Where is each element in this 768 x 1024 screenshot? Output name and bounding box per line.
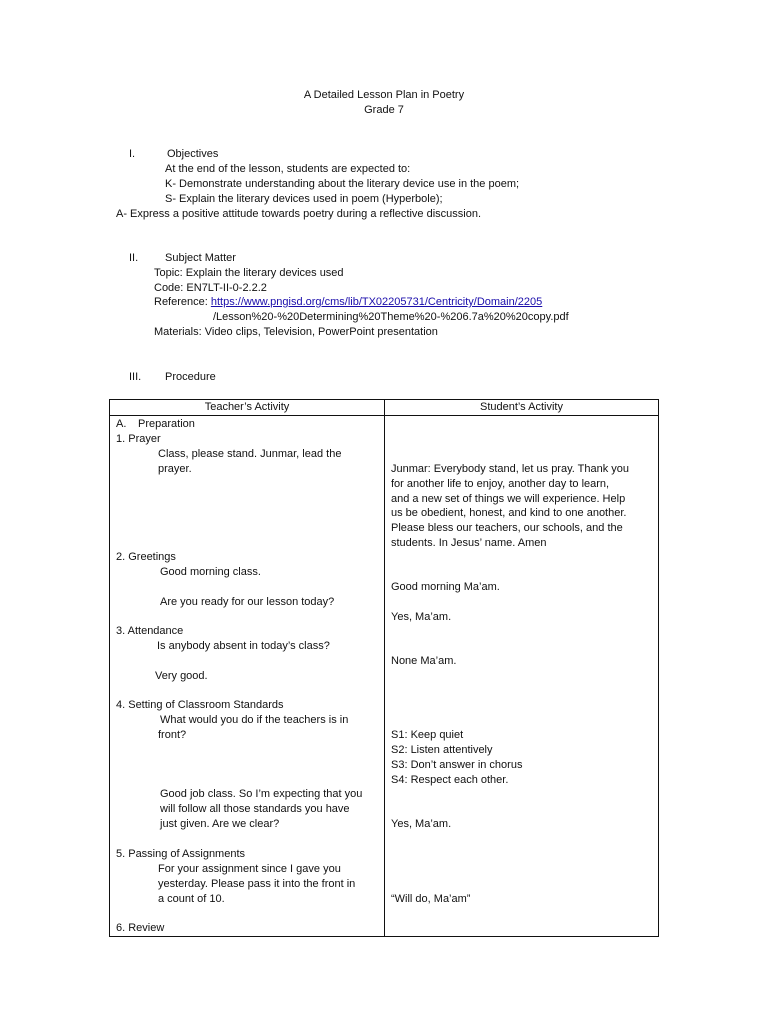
student-prayer-line: students. In Jesus’ name. Amen: [391, 537, 547, 549]
objectives-numeral: I.: [129, 148, 136, 160]
prayer-instruction-line: prayer.: [158, 463, 192, 475]
review-heading: 6. Review: [116, 922, 165, 934]
procedure-numeral: III.: [129, 371, 142, 383]
reference-link-continued: /Lesson%20-%20Determining%20Theme%20-%206.7a%20%20copy.pdf: [213, 311, 569, 323]
greetings-question: Are you ready for our lesson today?: [160, 596, 335, 608]
document-title: A Detailed Lesson Plan in Poetry: [303, 89, 465, 101]
topic-line: Topic: Explain the literary devices used: [154, 267, 344, 279]
student-prayer-line: Please bless our teachers, our schools, and the: [391, 522, 623, 534]
good-job-line: Good job class. So I’m expecting that you: [160, 788, 363, 800]
reference-line: [154, 295, 542, 310]
student-assignment-response: “Will do, Ma’am”: [391, 893, 471, 905]
preparation-heading: Preparation: [138, 418, 195, 430]
student-activity-cell: [385, 416, 659, 937]
student-prayer-line: and a new set of things we will experience. Help: [391, 493, 626, 505]
student-activity-header: Student’s Activity: [385, 400, 659, 416]
teacher-activity-cell: [110, 416, 385, 937]
prayer-instruction-line: Class, please stand. Junmar, lead the: [158, 448, 342, 460]
standards-heading: 4. Setting of Classroom Standards: [116, 699, 284, 711]
student-standard-item: S1: Keep quiet: [391, 729, 464, 741]
attendance-heading: 3. Attendance: [116, 625, 184, 637]
procedure-heading: Procedure: [165, 371, 216, 383]
standards-question-line: What would you do if the teachers is in: [160, 714, 349, 726]
assignments-line: yesterday. Please pass it into the front in: [158, 878, 356, 890]
objective-skill: S- Explain the literary devices used in poem (Hyperbole);: [165, 193, 443, 205]
good-job-line: will follow all those standards you have: [160, 803, 350, 815]
code-line: Code: EN7LT-II-0-2.2.2: [154, 282, 267, 294]
objective-attitude: A- Express a positive attitude towards poetry during a reflective discussion.: [116, 208, 482, 220]
assignments-line: For your assignment since I gave you: [158, 863, 341, 875]
grade-label: Grade 7: [364, 104, 404, 116]
reference-link[interactable]: https://www.pngisd.org/cms/lib/TX02205731/Centricity/Domain/2205: [210, 296, 543, 308]
attendance-response: Very good.: [155, 670, 208, 682]
objective-knowledge: K- Demonstrate understanding about the literary device use in the poem;: [165, 178, 520, 190]
student-attendance-response: None Ma’am.: [391, 655, 457, 667]
prayer-heading: 1. Prayer: [116, 433, 161, 445]
materials-line: Materials: Video clips, Television, PowerPoint presentation: [154, 326, 438, 338]
student-standard-item: S3: Don’t answer in chorus: [391, 759, 523, 771]
subject-matter-numeral: II.: [129, 252, 139, 264]
student-prayer-line: us be obedient, honest, and kind to one another.: [391, 507, 627, 519]
student-greeting-response: Good morning Ma’am.: [391, 581, 500, 593]
objectives-intro: At the end of the lesson, students are expected to:: [165, 163, 411, 175]
greetings-heading: 2. Greetings: [116, 551, 176, 563]
teacher-activity-header: Teacher’s Activity: [110, 400, 385, 416]
objectives-heading: Objectives: [167, 148, 219, 160]
student-ready-response: Yes, Ma’am.: [391, 611, 452, 623]
good-job-line: just given. Are we clear?: [160, 818, 280, 830]
subject-matter-heading: Subject Matter: [165, 252, 236, 264]
attendance-question: Is anybody absent in today’s class?: [157, 640, 330, 652]
assignments-line: a count of 10.: [158, 893, 225, 905]
student-prayer-line: for another life to enjoy, another day to learn,: [391, 478, 610, 490]
student-standard-item: S2: Listen attentively: [391, 744, 493, 756]
greetings-line: Good morning class.: [160, 566, 261, 578]
reference-label: Reference:: [154, 296, 208, 308]
student-prayer-line: Junmar: Everybody stand, let us pray. Thank you: [391, 463, 630, 475]
preparation-letter: A.: [116, 418, 127, 430]
student-standard-item: S4: Respect each other.: [391, 774, 509, 786]
assignments-heading: 5. Passing of Assignments: [116, 848, 246, 860]
standards-question-line: front?: [158, 729, 187, 741]
student-clear-response: Yes, Ma’am.: [391, 818, 452, 830]
procedure-table: [109, 399, 659, 937]
